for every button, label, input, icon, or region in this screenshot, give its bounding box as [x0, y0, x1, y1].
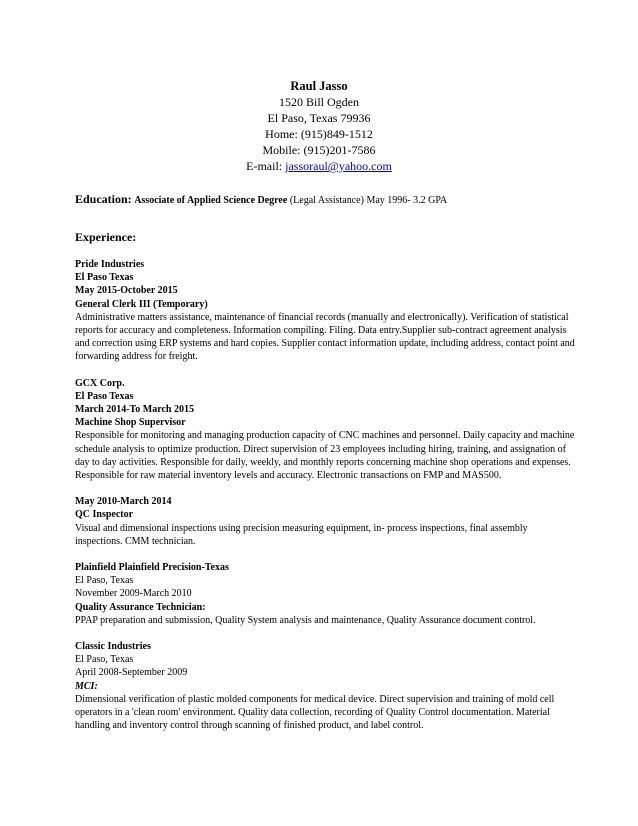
job-entry [75, 258, 575, 364]
job-title: General Clerk III (Temporary) [75, 298, 208, 310]
job-dates: April 2008-September 2009 [75, 667, 188, 679]
education-label: Education: [75, 192, 132, 206]
contact-header [0, 78, 638, 174]
job-dates: May 2015-October 2015 [75, 285, 178, 297]
job-description: Administrative matters assistance, maintenance of financial records (manually and electronically). Verification of statistical reports for accuracy and completeness. Information compiling. Filing. Data entry.Supplier sub-contract agreement analysis and correction using ERP systems and hard copies. Supplier contact information update, including address, contact point and forwarding address for freight. [75, 311, 575, 363]
job-company: Pride Industries [75, 259, 145, 270]
job-entry [75, 561, 575, 627]
home-phone: Home: (915)849-1512 [265, 127, 373, 141]
job-company: Classic Industries [75, 641, 151, 653]
job-location: El Paso, Texas [75, 654, 134, 666]
job-title: Quality Assurance Technician: [75, 601, 206, 613]
job-title: QC Inspector [75, 509, 134, 521]
experience-list [75, 258, 575, 746]
email-label: E-mail: [246, 159, 283, 173]
job-description: Responsible for monitoring and managing production capacity of CNC machines and personnel. Daily capacity and machine schedule analysis to optimize production. Direct supervision of 23 employees including hiring, training, and assignation of day to day activities. Responsible for daily, weekly, and monthly reports concerning machine shop operations and expenses. Responsible for raw material inventory levels and accuracy. Electronic transactions on FMP and MAS500. [75, 430, 575, 482]
job-dates: March 2014-To March 2015 [75, 404, 194, 416]
job-company: GCX Corp. [75, 377, 125, 389]
mobile-phone: Mobile: (915)201-7586 [262, 143, 376, 157]
email-line [0, 158, 638, 174]
job-dates: November 2009-March 2010 [75, 588, 192, 600]
education-section [75, 192, 575, 207]
job-title: Machine Shop Supervisor [75, 417, 186, 429]
job-title: MCI: [75, 680, 98, 692]
job-dates: May 2010-March 2014 [75, 496, 172, 508]
education-detail: (Legal Assistance) May 1996- 3.2 GPA [289, 195, 448, 206]
job-entry [75, 377, 575, 483]
job-company: Plainfield Plainfield Precision-Texas [75, 562, 229, 574]
street-address: 1520 Bill Ogden [279, 95, 359, 109]
education-degree: Associate of Applied Science Degree [134, 195, 288, 206]
job-location: El Paso Texas [75, 272, 134, 284]
job-description: PPAP preparation and submission, Quality System analysis and maintenance, Quality Assurance document control. [75, 614, 536, 626]
job-location: El Paso Texas [75, 390, 134, 402]
job-description: Dimensional verification of plastic molded components for medical device. Direct supervision and training of mold cell operators in a 'clean room' environment. Quality data collection, recording of Quality Control documentation. Material handling and inventory control through scanning of finished product, and label control. [75, 693, 555, 732]
job-location: El Paso, Texas [75, 575, 134, 587]
job-description: Visual and dimensional inspections using precision measuring equipment, in- process inspections, final assembly inspections. CMM technician. [75, 522, 528, 547]
job-entry [75, 495, 575, 548]
city-state-zip: El Paso, Texas 79936 [267, 111, 371, 125]
job-entry [75, 640, 575, 732]
experience-heading: Experience: [75, 230, 137, 244]
applicant-name: Raul Jasso [290, 79, 348, 93]
email-link[interactable]: jassoraul@yahoo.com [285, 159, 392, 173]
